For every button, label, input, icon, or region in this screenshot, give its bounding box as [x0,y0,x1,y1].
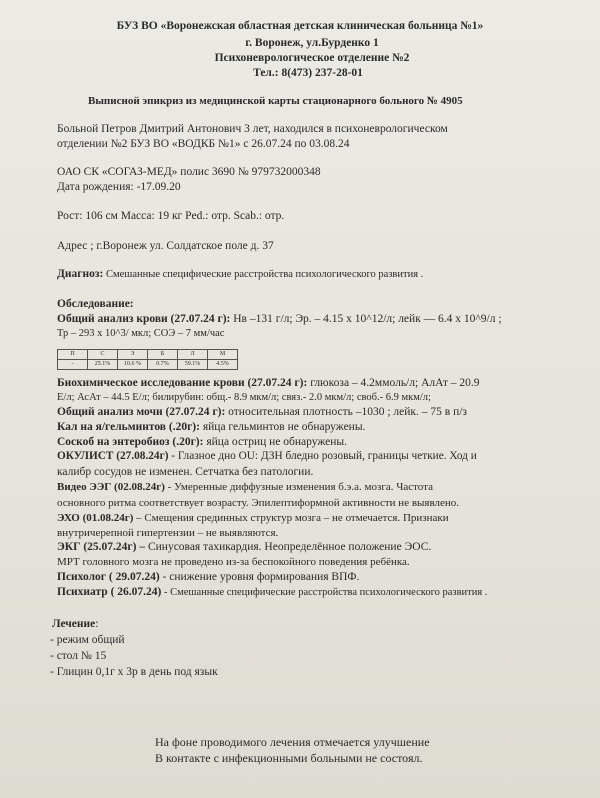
ecg-line [57,541,431,554]
department-name: Психоневрологическое отделение №2 [214,52,410,64]
table-cell: 25.1% [88,360,118,370]
biochem-label: Биохимическое исследование крови (27.07.24 г): [57,377,308,389]
urine-test-label: Общий анализ мочи (27.07.24 г): [57,406,226,418]
psychiatrist-text: - Смешанные специфические расстройства психологического развития . [161,587,488,598]
eeg-label: Видео ЭЭГ (02.08.24г) [57,481,165,493]
blood-test-line-2: Тр – 293 x 10^3/ мкл; СОЭ – 7 мм/час [57,328,225,339]
oculist-label: ОКУЛИСТ (27.08.24г) [57,450,169,462]
treatment-heading [52,618,98,631]
biochem-line-1 [57,377,480,390]
worms-test-text: яйца гельминтов не обнаружены. [199,421,366,433]
oculist-text-1: - Глазное дно OU: ДЗН бледно розовый, границы четкие. Ход и [168,450,477,462]
table-header-cell: Б [148,350,178,360]
psychiatrist-line [57,586,487,599]
treatment-heading-text: Лечение [52,618,96,630]
table-header-cell: Э [118,350,148,360]
patient-line-2: отделении №2 БУЗ ВО «ВОДКБ №1» с 26.07.24 по 03.08.24 [57,138,350,150]
treatment-item: - стол № 15 [50,650,107,662]
urine-test-text: относительная плотность –1030 ; лейк. – 75 в п/з [225,406,467,418]
table-cell: 4.5% [208,360,238,370]
table-cell: - [58,360,88,370]
diagnosis-label: Диагноз: [57,268,104,280]
ecg-text: Синусовая тахикардия. Неопределённое положение ЭОС. [145,541,432,553]
ecg-label: ЭКГ (25.07.24г) – [57,541,146,553]
table-header-cell: С [88,350,118,360]
biochem-text-1: глюкоза – 4.2ммоль/л; АлАт – 20.9 [307,377,480,389]
echo-text-1: – Смещения срединных структур мозга – не отмечается. Признаки [133,512,449,524]
psychologist-line [57,571,359,584]
treatment-item: - Глицин 0,1г х 3р в день под язык [50,666,218,678]
enterobiasis-text: яйца остриц не обнаружены. [203,436,348,448]
worms-test-line [57,421,365,434]
birth-date: Дата рождения: -17.09.20 [57,181,181,193]
table-header-cell: Л [178,350,208,360]
blood-test-label: Общий анализ крови (27.07.24 г): [57,313,231,325]
anthropometry: Рост: 106 см Масса: 19 кг Ped.: отр. Scab.: отр. [57,210,285,222]
mri-line: МРТ головного мозга не проведено из-за беспокойного поведения ребёнка. [57,556,410,568]
psychologist-text: - снижение уровня формирования ВПФ. [159,571,360,583]
hospital-phone: Тел.: 8(473) 237-28-01 [253,67,363,79]
worms-test-label: Кал на я/гельминтов (.20г): [57,421,200,433]
blood-test-text-1: Нв –131 г/л; Эр. – 4.15 x 10^12/л; лейк — 6.4 x 10^9/л ; [230,313,502,325]
echo-label: ЭХО (01.08.24г) [57,512,134,524]
conclusion-line-2: В контакте с инфекционными больными не состоял. [155,751,423,765]
diagnosis-text: Смешанные специфические расстройства психологического развития . [103,269,424,280]
oculist-line-1 [57,450,477,463]
table-cell: 59.1% [178,360,208,370]
oculist-line-2: калибр сосудов не изменен. Сетчатка без патологии. [57,466,314,478]
hospital-address: г. Воронеж, ул.Бурденко 1 [245,37,379,49]
treatment-heading-colon: : [95,618,99,630]
urine-test-line [57,406,467,419]
psychiatrist-label: Психиатр ( 26.07.24) [57,586,162,598]
document-title: Выписной эпикриз из медицинской карты стационарного больного № 4905 [88,95,463,107]
table-header-row [58,350,238,360]
eeg-text-1: - Умеренные диффузные изменения б.э.а. мозга. Частота [164,481,433,493]
leukocyte-formula-table [57,349,238,370]
blood-test-line-1 [57,313,502,326]
conclusion-line-1: На фоне проводимого лечения отмечается улучшение [155,735,430,749]
hospital-name: БУЗ ВО «Воронежская областная детская клиническая больница №1» [116,20,484,32]
treatment-item: - режим общий [50,634,125,646]
enterobiasis-line [57,436,347,449]
psychologist-label: Психолог ( 29.07.24) [57,571,160,583]
eeg-line-1 [57,481,433,494]
insurance-policy: ОАО СК «СОГАЗ-МЕД» полис 3690 № 979732000348 [57,166,321,178]
echo-line-2: внутричерепной гипертензии – не выявляются. [57,527,279,539]
eeg-line-2: основного ритма соответствует возрасту. Эпилептиформной активности не выявлено. [57,497,460,509]
patient-address: Адрес ; г.Воронеж ул. Солдатское поле д. 37 [57,240,274,252]
enterobiasis-label: Соскоб на энтеробиоз (.20г): [57,436,204,448]
echo-line-1 [57,512,449,525]
diagnosis-line [57,268,423,281]
table-cell: 0.7% [148,360,178,370]
table-header-cell: П [58,350,88,360]
table-header-cell: М [208,350,238,360]
exam-heading: Обследование: [57,298,134,310]
table-row [58,360,238,370]
biochem-line-2: Е/л; АсАт – 44.5 Е/л; билирубин: общ.- 8.9 мкм/л; связ.- 2.0 мкм/л; своб.- 6.9 мкм/л; [57,392,431,403]
patient-line-1: Больной Петров Дмитрий Антонович 3 лет, находился в психоневрологическом [57,123,448,135]
table-cell: 10.6 % [118,360,148,370]
